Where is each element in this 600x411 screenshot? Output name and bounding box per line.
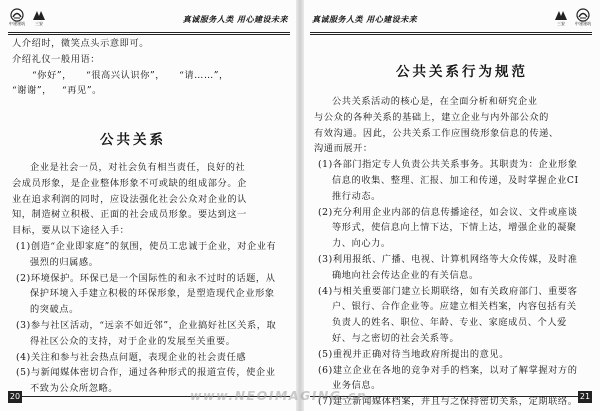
company-logo-b — [552, 8, 570, 32]
greeting-quote: “再见”。 — [61, 85, 102, 97]
paragraph-line: 知，制造树立积极、正面的社会成员形象。要达到这一 — [12, 209, 247, 221]
logo-group — [8, 8, 48, 32]
company-logo-a-icon — [576, 8, 590, 22]
right-body-text — [314, 94, 586, 410]
paragraph-line: 有效沟通。因此，公共关系工作应围绕形象信息的传递、 — [314, 127, 559, 139]
company-logo-b-icon — [32, 8, 46, 22]
logo-b-caption: 三安 — [556, 22, 566, 27]
company-logo-b — [30, 8, 48, 32]
right-page — [300, 0, 600, 411]
page-number: 20 — [9, 392, 21, 401]
list-item: (3)参与社区活动，“远亲不如近邻”，企业搞好社区关系，取得社区公众的支持，对于企业的发展至关重要。 — [16, 319, 277, 347]
paragraph-line: 会成员形象，是企业整体形象不可或缺的组成部分。企 — [12, 177, 247, 189]
logo-a-caption: 中建建筑 — [8, 22, 26, 27]
list-item: (5)重视并正确对待当地政府所提出的意见。 — [318, 348, 509, 360]
right-header — [310, 6, 592, 35]
logo-b-caption: 三安 — [34, 22, 44, 27]
list-item: (2)充分利用企业内部的信息传播途径，如会议、文件或座谈等形式，使信息向上情下达，下情上达，增强企业的凝聚力、向心力。 — [318, 206, 578, 250]
left-body-text — [12, 160, 282, 397]
intro-line: 人介绍时，微笑点头示意即可。 — [12, 38, 150, 49]
logo-a-caption: 中建建筑 — [574, 22, 592, 27]
header-slogan: 真诚服务人类 用心建设未来 — [312, 15, 418, 24]
list-item: (1)创造“企业即家庭”的氛围，使员工忠诚于企业，对企业有强烈的归属感。 — [16, 240, 277, 268]
section-title-pr-conduct-standards: 公共关系行为规范 — [396, 64, 528, 80]
page-number: 21 — [579, 392, 591, 401]
greeting-quotes-row — [12, 68, 282, 84]
intro-text — [12, 36, 282, 99]
paragraph-line: 目标，要从以下途径入手： — [12, 225, 130, 237]
paragraph-line: 沟通而展开： — [314, 143, 373, 155]
paragraph-line: 企业是社会一员，对社会负有相当责任，良好的社 — [30, 162, 246, 173]
logo-group — [552, 8, 592, 32]
left-header — [8, 6, 290, 35]
company-logo-a — [8, 8, 26, 32]
list-item: (5)与新闻媒体密切合作，通过各种形式的报道宣传，使企业不致为公众所忽略。 — [16, 367, 276, 395]
list-item: (4)关注和参与社会热点问题，表现企业的社会责任感 — [16, 351, 247, 363]
book-gutter — [296, 0, 304, 411]
greeting-quote: “很高兴认识你”， — [85, 69, 166, 81]
company-logo-a — [574, 8, 592, 32]
list-item: (7)建立新闻媒体档案，并且与之保持密切关系，定期联络。 — [318, 396, 578, 408]
list-item: (3)利用报纸、广播、电视、计算机网络等大众传媒，及时准确地向社会传达企业的有关信息。 — [318, 253, 578, 281]
list-item: (1)各部门指定专人负责公共关系事务。其职责为：企业形象信息的收集、整理、汇报、加工和传递，及时掌握企业CI推行动态。 — [318, 159, 579, 202]
header-slogan: 真诚服务人类 用心建设未来 — [182, 15, 288, 24]
greeting-quote: “谢谢”， — [12, 85, 52, 97]
section-title-public-relations: 公共关系 — [100, 132, 166, 148]
greeting-quotes-row — [12, 83, 282, 99]
company-logo-a-icon — [10, 8, 24, 22]
list-item: (4)与相关重要部门建立长期联络，如有关政府部门、重要客户、银行、合作企业等。应建立相关档案，内容包括有关负责人的姓名、职位、年龄、专业、家庭成员、个人爱好、与之密切的社会关系等。 — [318, 285, 578, 344]
greeting-quote: “请……”， — [179, 69, 229, 81]
intro-line: 介绍礼仪一般用语： — [12, 53, 101, 65]
site-watermark: www.NEOIMAGING.cn — [190, 388, 368, 403]
company-logo-b-icon — [554, 8, 568, 22]
list-item: (6)建立企业在各地的竞争对手的档案，以对了解掌握对方的业务信息。 — [318, 364, 578, 392]
paragraph-line: 与公众的各种关系的基础上，建立企业与内外部公众的 — [314, 111, 549, 123]
greeting-quote: “你好”， — [32, 69, 72, 81]
paragraph-line: 业在追求利润的同时，应设法强化社会公众对企业的认 — [12, 193, 247, 205]
paragraph-line: 公共关系活动的核心是，在全面分析和研究企业 — [332, 96, 538, 107]
list-item: (2)环境保护。环保已是一个国际性的和永不过时的话题，从保护环境入手建立积极的环保形象，是塑造现代企业形象的突破点。 — [16, 272, 276, 316]
